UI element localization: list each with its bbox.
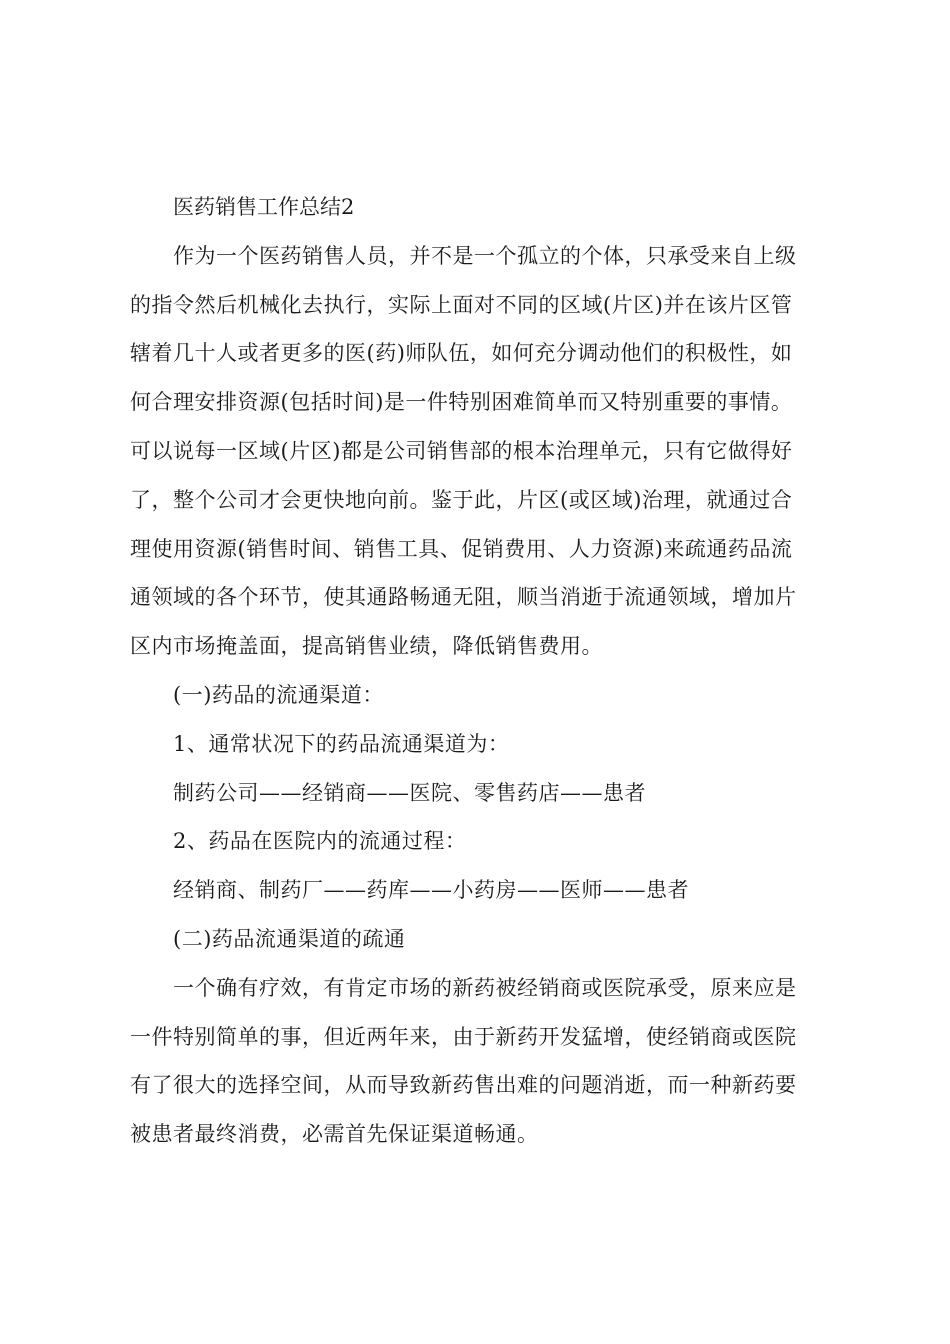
document-page [130, 183, 832, 1159]
text-line: 1、通常状况下的药品流通渠道为： [173, 731, 510, 756]
document-title: 医药销售工作总结2 [173, 195, 355, 219]
text-line: (一)药品的流通渠道： [173, 682, 384, 707]
text-line: 区内市场掩盖面，提高销售业绩，降低销售费用。 [130, 634, 603, 659]
text-line: 制药公司——经销商——医院、零售药店——患者 [173, 780, 646, 805]
text-line: 通领域的各个环节，使其通路畅通无阻，顺当消逝于流通领域，增加片 [130, 585, 797, 610]
text-line: 2、药品在医院内的流通过程： [173, 829, 467, 854]
text-line: 作为一个医药销售人员，并不是一个孤立的个体，只承受来自上级 [173, 243, 797, 268]
text-line: (二)药品流通渠道的疏通 [173, 926, 406, 951]
text-line: 有了很大的选择空间，从而导致新药售出难的问题消逝，而一种新药要 [130, 1073, 797, 1098]
text-line: 被患者最终消费，必需首先保证渠道畅通。 [130, 1122, 539, 1147]
text-line: 了，整个公司才会更快地向前。鉴于此，片区(或区域)治理，就通过合 [130, 487, 793, 512]
text-line: 何合理安排资源(包括时间)是一件特别困难简单而又特别重要的事情。 [130, 390, 793, 415]
text-line: 可以说每一区域(片区)都是公司销售部的根本治理单元，只有它做得好 [130, 438, 793, 463]
text-line: 的指令然后机械化去执行，实际上面对不同的区域(片区)并在该片区管 [130, 292, 793, 317]
text-line: 一个确有疗效，有肯定市场的新药被经销商或医院承受，原来应是 [173, 975, 797, 1000]
document-body [130, 232, 832, 1159]
text-line: 经销商、制药厂——药库——小药房——医师——患者 [173, 878, 689, 903]
text-line: 理使用资源(销售时间、销售工具、促销费用、人力资源)来疏通药品流 [130, 536, 793, 561]
text-line: 辖着几十人或者更多的医(药)师队伍，如何充分调动他们的积极性，如 [130, 341, 793, 366]
text-line: 一件特别简单的事，但近两年来，由于新药开发猛增，使经销商或医院 [130, 1024, 797, 1049]
